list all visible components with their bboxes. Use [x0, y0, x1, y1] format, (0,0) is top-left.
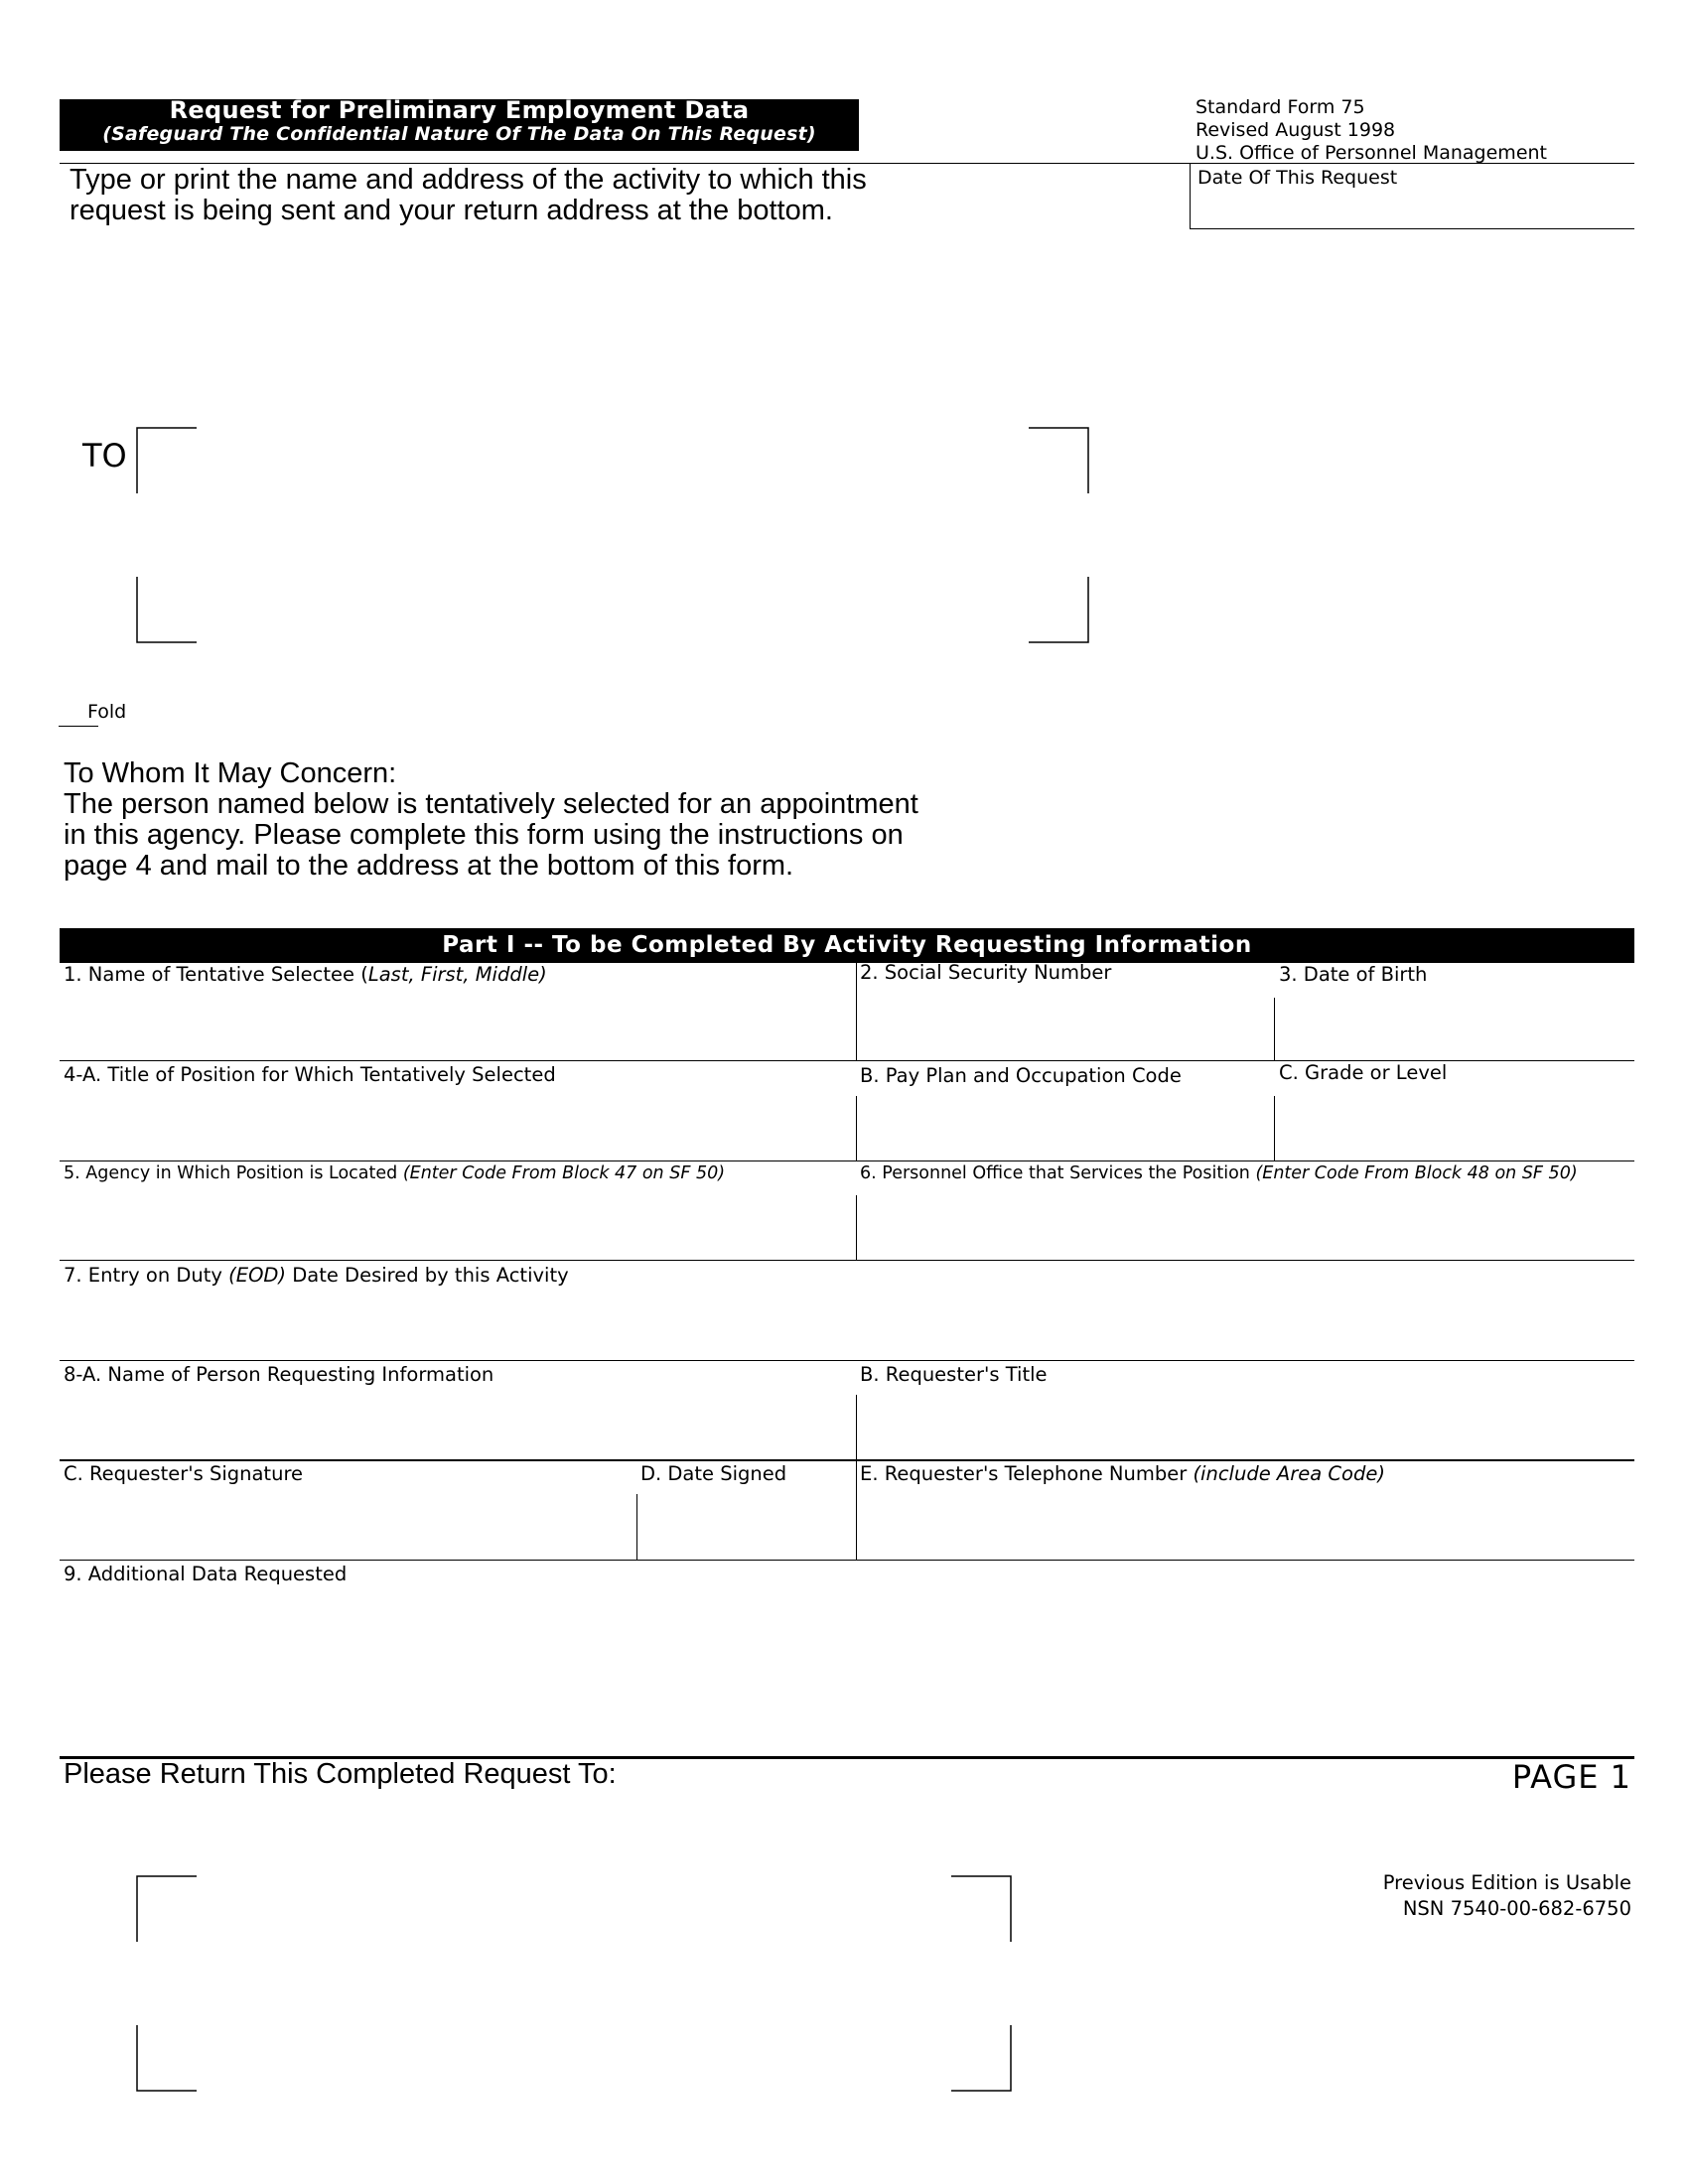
position-title-input[interactable] [66, 1100, 854, 1157]
requester-name-input[interactable] [66, 1400, 854, 1456]
row3-divider [856, 1195, 857, 1261]
nsn-number: NSN 7540-00-682-6750 [1402, 1897, 1631, 1920]
letter-line-2: The person named below is tentatively selected for an appointment [64, 788, 918, 820]
letter-line-4: page 4 and mail to the address at the bottom of this form. [64, 850, 794, 882]
date-of-request-label: Date Of This Request [1197, 167, 1398, 189]
form-title: Request for Preliminary Employment Data [169, 96, 750, 124]
grade-level-label: C. Grade or Level [1279, 1061, 1448, 1084]
form-identification [1196, 96, 1547, 165]
date-of-request-input[interactable] [1201, 195, 1632, 226]
personnel-office-label: 6. Personnel Office that Services the Position (Enter Code From Block 48 on SF 50) [860, 1163, 1578, 1183]
row3-bottom-rule [60, 1260, 1634, 1261]
row6-divider-1 [636, 1494, 637, 1561]
selectee-name-label: 1. Name of Tentative Selectee (Last, First, Middle) [64, 963, 547, 986]
personnel-office-input[interactable] [862, 1199, 1632, 1256]
eod-date-label: 7. Entry on Duty (EOD) Date Desired by this Activity [64, 1264, 569, 1287]
part-1-banner: Part I -- To be Completed By Activity Requesting Information [60, 928, 1634, 963]
requester-signature-label: C. Requester's Signature [64, 1462, 304, 1485]
letter-salutation: To Whom It May Concern: [64, 757, 397, 789]
form-title-banner [60, 96, 859, 151]
to-address-input[interactable] [149, 442, 1076, 634]
grade-level-input[interactable] [1281, 1100, 1632, 1157]
date-of-birth-input[interactable] [1281, 1003, 1632, 1054]
row4-bottom-rule [60, 1360, 1634, 1361]
requester-phone-label: E. Requester's Telephone Number (include Area Code) [860, 1462, 1385, 1485]
row6-bottom-rule [60, 1560, 1634, 1561]
address-instructions [70, 165, 904, 226]
agency-input[interactable] [66, 1199, 854, 1256]
instructions-line-2: request is being sent and your return address at the bottom. [70, 195, 833, 226]
date-box-bottom-border [1190, 228, 1634, 229]
row5-bottom-rule [60, 1459, 1634, 1461]
issuing-agency: U.S. Office of Personnel Management [1196, 142, 1547, 164]
additional-data-input[interactable] [66, 1598, 1632, 1761]
row2-bottom-rule [60, 1160, 1634, 1161]
form-number: Standard Form 75 [1196, 96, 1365, 118]
fold-label: Fold [87, 701, 127, 723]
row2-divider-1 [856, 1096, 857, 1161]
requester-phone-input[interactable] [862, 1499, 1632, 1556]
date-signed-label: D. Date Signed [640, 1462, 787, 1485]
agency-label: 5. Agency in Which Position is Located (Enter Code From Block 47 on SF 50) [64, 1163, 726, 1183]
row5-divider [856, 1395, 857, 1460]
return-address-label: Please Return This Completed Request To: [64, 1758, 617, 1790]
row1-divider-1 [856, 963, 857, 1061]
position-title-label: 4-A. Title of Position for Which Tentatively Selected [64, 1063, 556, 1086]
date-of-birth-label: 3. Date of Birth [1279, 963, 1428, 986]
fold-mark [59, 726, 98, 727]
row1-divider-2 [1274, 998, 1275, 1061]
to-label: TO [82, 437, 127, 475]
requester-title-input[interactable] [862, 1400, 1632, 1456]
selectee-name-input[interactable] [66, 1003, 854, 1054]
cover-letter [64, 758, 1017, 882]
ssn-input[interactable] [862, 1003, 1273, 1054]
return-address-input[interactable] [149, 1891, 1007, 2084]
requester-name-label: 8-A. Name of Person Requesting Information [64, 1363, 494, 1386]
instructions-line-1: Type or print the name and address of the activity to which this [70, 164, 867, 196]
form-subtitle: (Safeguard The Confidential Nature Of The Data On This Request) [102, 123, 816, 145]
previous-edition-text: Previous Edition is Usable [1382, 1871, 1631, 1894]
row6-divider-2 [856, 1461, 857, 1561]
date-signed-input[interactable] [642, 1499, 855, 1556]
letter-line-3: in this agency. Please complete this form using the instructions on [64, 819, 904, 851]
requester-title-label: B. Requester's Title [860, 1363, 1048, 1386]
eod-date-input[interactable] [66, 1298, 1632, 1355]
revision-date: Revised August 1998 [1196, 119, 1396, 141]
page-number: PAGE 1 [1511, 1758, 1631, 1796]
pay-plan-label: B. Pay Plan and Occupation Code [860, 1064, 1182, 1087]
pay-plan-input[interactable] [862, 1100, 1273, 1157]
additional-data-label: 9. Additional Data Requested [64, 1563, 348, 1585]
ssn-label: 2. Social Security Number [860, 961, 1112, 984]
edition-note [1383, 1870, 1631, 1922]
requester-signature-input[interactable] [66, 1499, 635, 1556]
row2-divider-2 [1274, 1096, 1275, 1161]
date-box-left-border [1190, 163, 1191, 229]
